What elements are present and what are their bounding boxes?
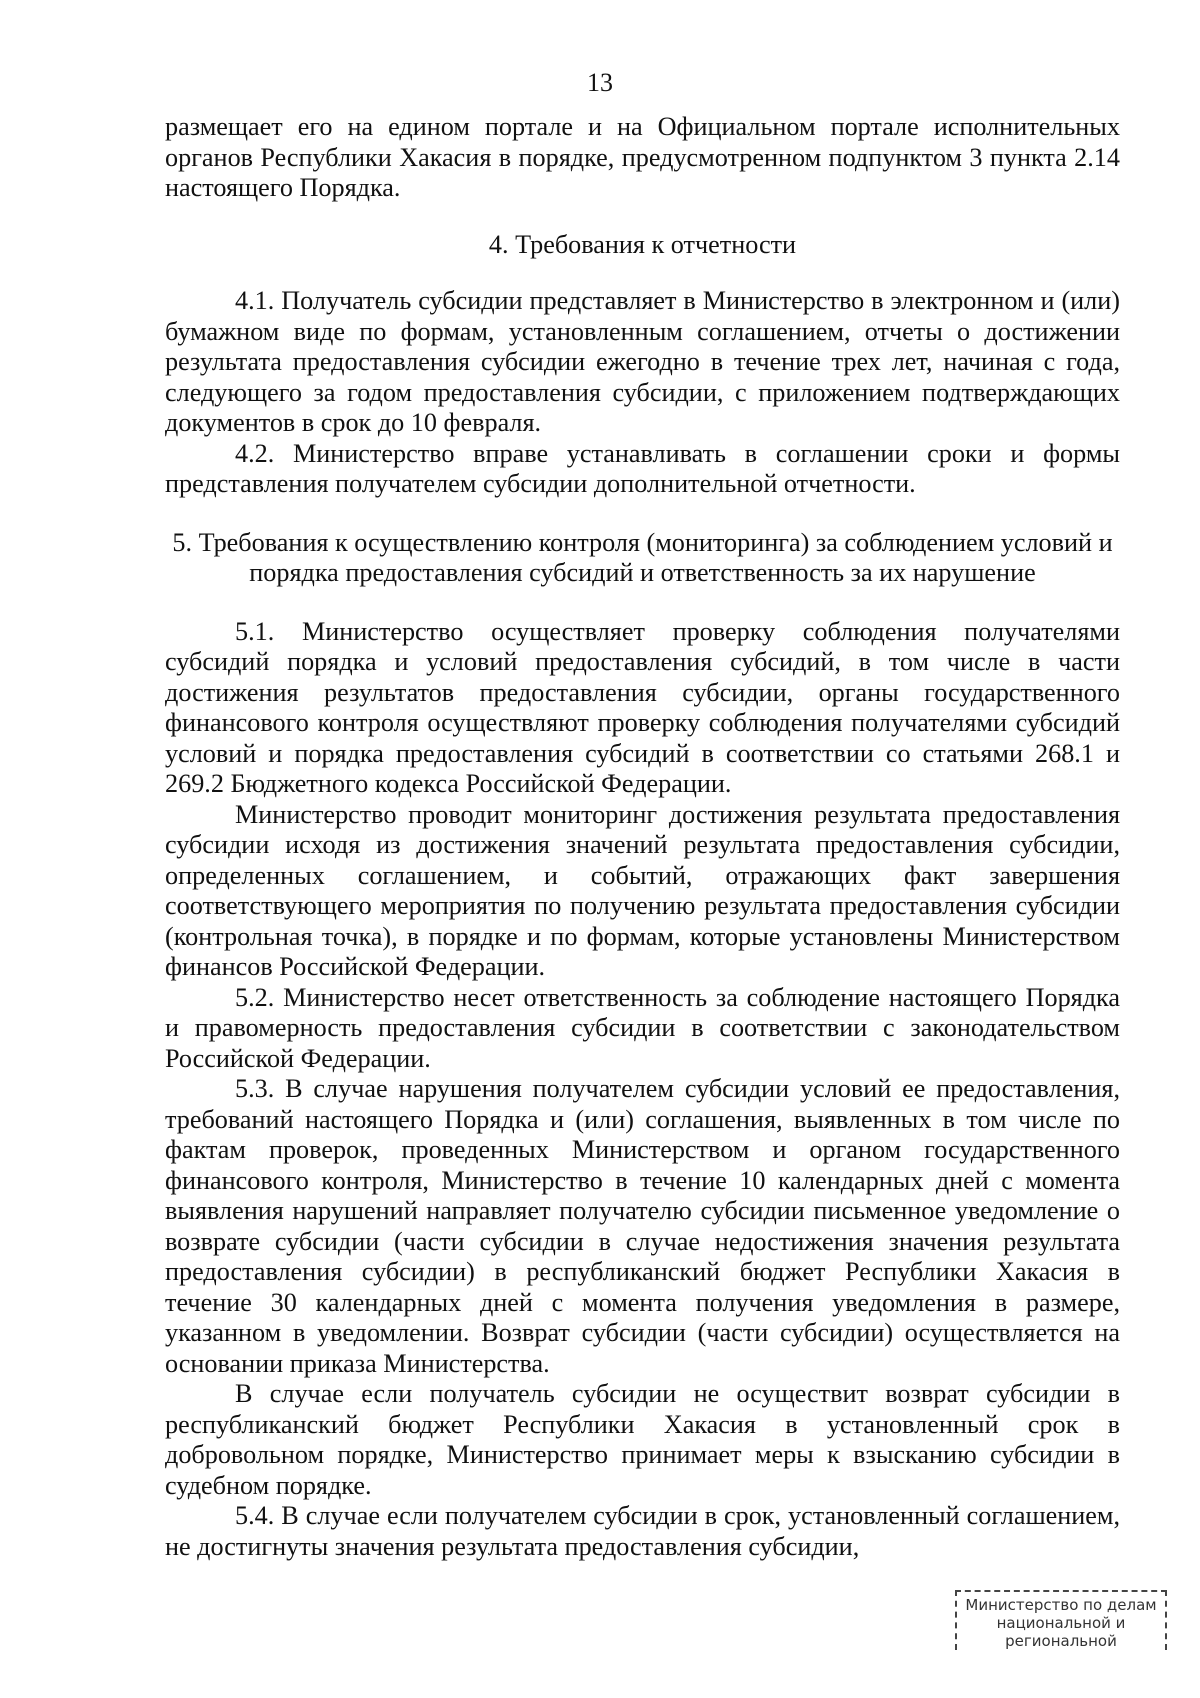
paragraph: 5.4. В случае если получателем субсидии в срок, установленный соглашением, не достигнуты значения результата предоставления субсидии, xyxy=(165,1501,1120,1561)
section-heading-5: 5. Требования к осуществлению контроля (мониторинга) за соблюдением условий и порядка предоставления субсидий и ответственность за их нарушение xyxy=(172,527,1113,587)
paragraph: 5.2. Министерство несет ответственность за соблюдение настоящего Порядка и правомерность предоставления субсидии в соответствии с законодательством Российской Федерации. xyxy=(165,982,1120,1073)
section-heading-4: 4. Требования к отчетности xyxy=(488,229,797,259)
paragraph: 5.3. В случае нарушения получателем субсидии условий ее предоставления, требований настоящего Порядка и (или) соглашения, выявленных в том числе по фактам проверок, проведенных Министерством и органом государственного финансового контроля, Министерство в течение 10 календарных дней с момента выявления нарушений направляет получателю субсидии письменное уведомление о возврате субсидии (части субсидии в случае недостижения значения результата предоставления субсидии) в республиканский бюджет Республики Хакасия в течение 30 календарных дней с момента получения уведомления в размере, указанном в уведомлении. Возврат субсидии (части субсидии) осуществляется на основании приказа Министерства. xyxy=(165,1074,1120,1378)
registration-stamp xyxy=(955,1590,1167,1650)
stamp-line-2: национальной и региональной xyxy=(996,1614,1126,1650)
paragraph: Министерство проводит мониторинг достижения результата предоставления субсидии исходя из достижения значений результата предоставления субсидии, определенных соглашением, и событий, отражающих факт завершения соответствующего мероприятия по получению результата предоставления субсидии (контрольная точка), в порядке и по формам, которые установлены Министерством финансов Российской Федерации. xyxy=(165,799,1120,981)
stamp-line-1: Министерство по делам xyxy=(965,1596,1157,1614)
document-body xyxy=(165,112,1120,1562)
paragraph: размещает его на едином портале и на Официальном портале исполнительных органов Республики Хакасия в порядке, предусмотренном подпунктом 3 пункта 2.14 настоящего Порядка. xyxy=(165,112,1120,202)
paragraph: В случае если получатель субсидии не осуществит возврат субсидии в республиканский бюджет Республики Хакасия в установленный срок в добровольном порядке, Министерство принимает меры к взысканию субсидии в судебном порядке. xyxy=(165,1379,1120,1500)
paragraph: 4.2. Министерство вправе устанавливать в соглашении сроки и формы представления получателем субсидии дополнительной отчетности. xyxy=(165,438,1120,498)
paragraph: 4.1. Получатель субсидии представляет в Министерство в электронном и (или) бумажном виде по формам, установленным соглашением, отчеты о достижении результата предоставления субсидии ежегодно в течение трех лет, начиная с года, следующего за годом предоставления субсидии, с приложением подтверждающих документов в срок до 10 февраля. xyxy=(165,286,1120,437)
page-number: 13 xyxy=(587,68,613,97)
paragraph: 5.1. Министерство осуществляет проверку соблюдения получателями субсидий порядка и условий предоставления субсидий, в том числе в части достижения результатов предоставления субсидии, органы государственного финансового контроля осуществляют проверку соблюдения получателями субсидий условий и порядка предоставления субсидий в соответствии со статьями 268.1 и 269.2 Бюджетного кодекса Российской Федерации. xyxy=(165,616,1120,798)
